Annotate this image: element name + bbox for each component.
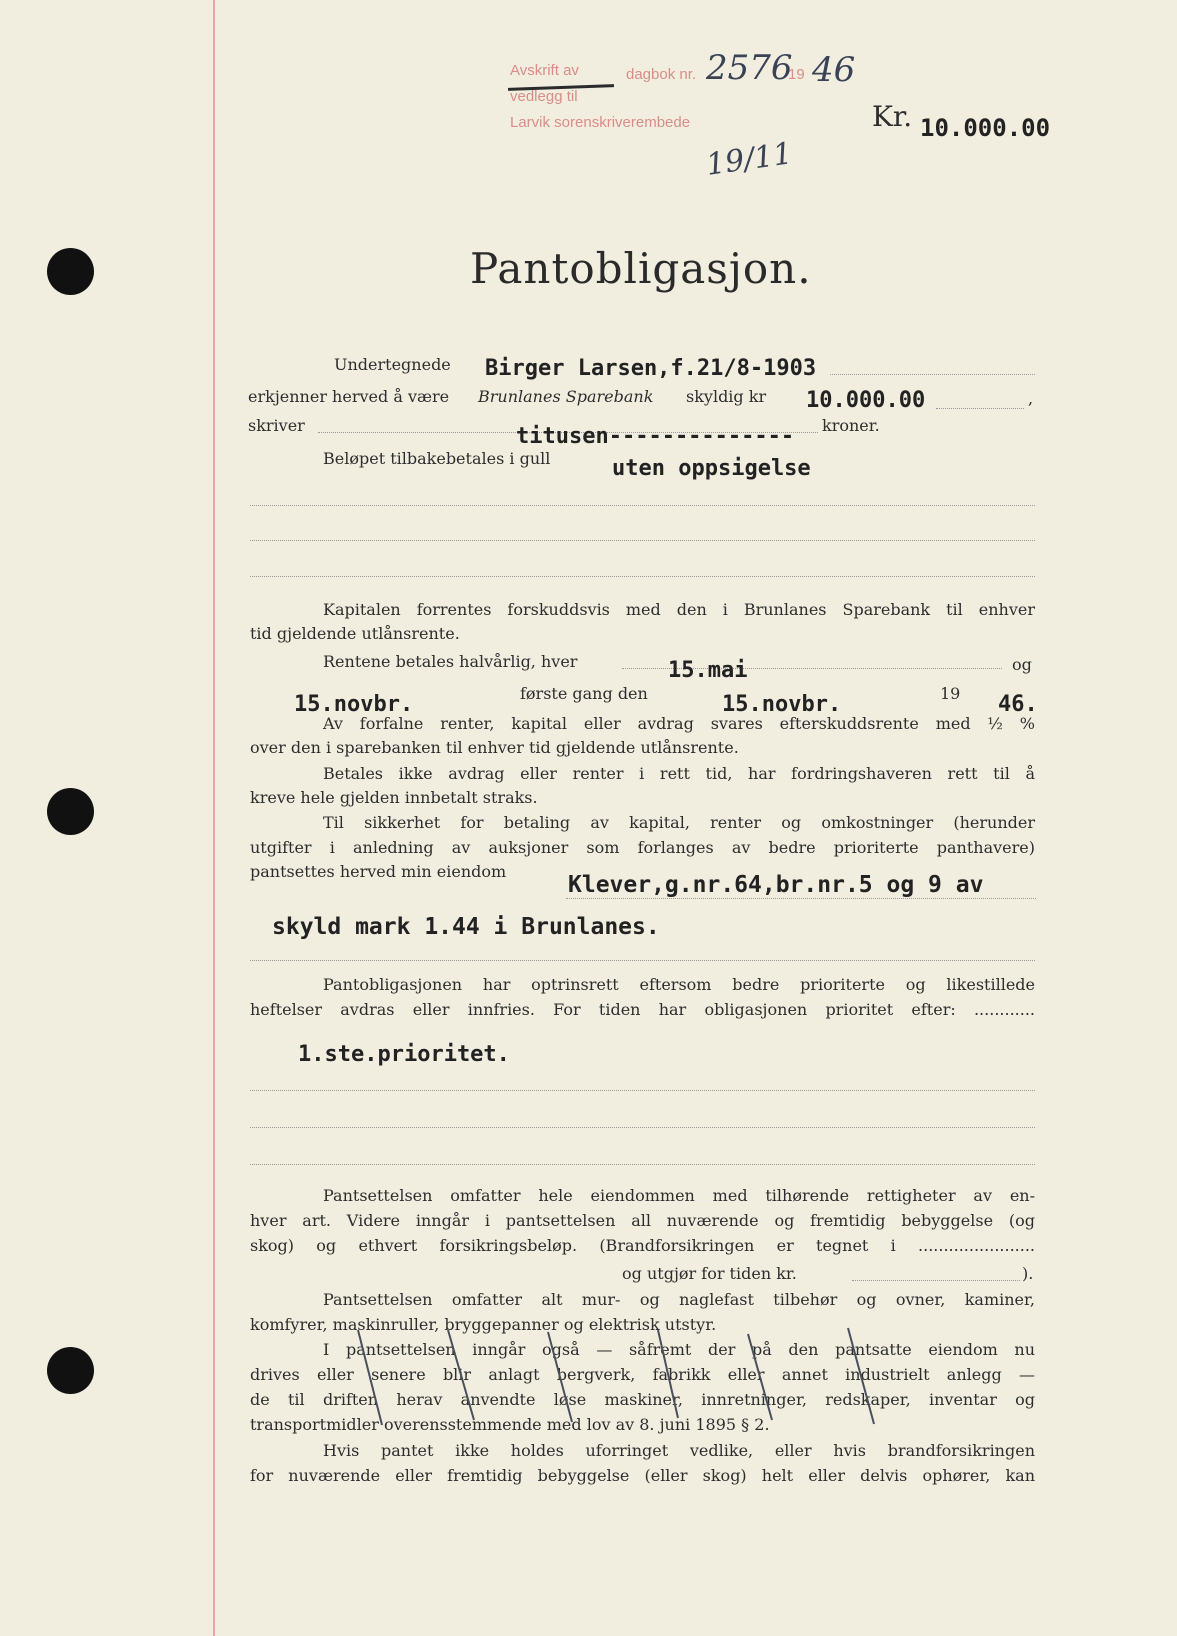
dotline <box>830 374 1035 375</box>
margin-line <box>213 0 215 1636</box>
mining-line2: drives eller senere blir anlagt bergverk, fabrikk eller annet industrielt anlegg — <box>250 1365 1035 1384</box>
priority-line2: heftelser avdras eller innfries. For tiden har obligasjonen prioritet efter: ............ <box>250 1000 1035 1019</box>
repaid-label: Beløpet tilbakebetales i gull <box>323 449 551 468</box>
scope-line4-b: ). <box>1022 1264 1034 1283</box>
interest-date1: 15.mai <box>668 658 748 683</box>
creditor-name: Brunlanes Sparebank <box>478 387 654 406</box>
overdue-line1: Av forfalne renter, kapital eller avdrag svares efterskuddsrente med ½ % <box>323 714 1035 733</box>
dotline <box>250 540 1035 541</box>
journal-number: 2576 <box>706 48 793 88</box>
kroner-label: kroner. <box>822 416 880 435</box>
scope-line2: hver art. Videre inngår i pantsettelsen all nuværende og fremtidig bebyggelse (og <box>250 1211 1035 1230</box>
scope-line4-a: og utgjør for tiden kr. <box>622 1264 797 1283</box>
first-year-value: 46. <box>998 692 1038 717</box>
repaid-value: uten oppsigelse <box>612 456 811 481</box>
mining-line4: transportmidler overensstemmende med lov av 8. juni 1895 § 2. <box>250 1415 770 1434</box>
interest-line1: Kapitalen forrentes forskuddsvis med den i Brunlanes Sparebank til enhver <box>323 600 1035 619</box>
og-label: og <box>1012 655 1032 674</box>
fixtures-line1: Pantsettelsen omfatter alt mur- og naglefast tilbehør og ovner, kaminer, <box>323 1290 1035 1309</box>
stamp-dagbok: dagbok nr. <box>626 66 697 83</box>
date-note: 19/11 <box>703 136 795 183</box>
stamp-office: Larvik sorenskriverembede <box>510 114 691 131</box>
maintenance-line1: Hvis pantet ikke holdes uforringet vedlike, eller hvis brandforsikringen <box>323 1441 1035 1460</box>
stamp-avskrift: Avskrift av <box>510 62 579 79</box>
undersigned-label: Undertegnede <box>334 355 451 374</box>
interest-line2: tid gjeldende utlånsrente. <box>250 624 460 643</box>
amount-value: 10.000.00 <box>920 114 1051 142</box>
scope-line1: Pantsettelsen omfatter hele eiendommen med tilhørende rettigheter av en- <box>323 1186 1035 1205</box>
security-line2: utgifter i anledning av auksjoner som forlanges av bedre prioriterte panthavere) <box>250 838 1035 857</box>
dotline <box>936 408 1024 409</box>
fixtures-line2: komfyrer, maskinruller, bryggepanner og elektrisk utstyr. <box>250 1315 717 1334</box>
acknowledges-label: erkjenner herved å være <box>248 387 450 406</box>
punch-hole-top <box>47 248 94 295</box>
owes-amount: 10.000.00 <box>806 388 926 413</box>
dotline <box>566 898 1036 899</box>
scope-line3: skog) og ethvert forsikringsbeløp. (Brandforsikringen er tegnet i ....................... <box>250 1236 1035 1255</box>
property-line1: Klever,g.nr.64,br.nr.5 og 9 av <box>568 872 984 898</box>
dotline <box>250 1164 1035 1165</box>
strike-marks <box>340 1320 940 1430</box>
first-date: 15.novbr. <box>722 692 842 717</box>
writes-label: skriver <box>248 416 305 435</box>
first-time-label: første gang den <box>520 684 648 703</box>
page-title: Pantobligasjon. <box>470 244 812 293</box>
comma: , <box>1028 389 1034 408</box>
dotline <box>250 960 1035 961</box>
punch-hole-middle <box>47 788 94 835</box>
mining-line3: de til driften herav anvendte løse maskiner, innretninger, redskaper, inventar og <box>250 1390 1035 1409</box>
dotline <box>852 1280 1020 1281</box>
priority-value: 1.ste.prioritet. <box>298 1042 510 1067</box>
pledge-label: pantsettes herved min eiendom <box>250 862 507 881</box>
owes-label: skyldig kr <box>686 387 767 406</box>
property-line2: skyld mark 1.44 i Brunlanes. <box>272 914 660 940</box>
stamp-year-prefix: 19 <box>788 66 805 83</box>
dotline <box>250 1090 1035 1091</box>
writes-value: titusen-------------- <box>516 424 795 449</box>
stamp-vedlegg: vedlegg til <box>510 88 578 105</box>
first-year-prefix: 19 <box>940 684 961 703</box>
mining-line1: I pantsettelsen inngår også — såfremt der på den pantsatte eiendom nu <box>323 1340 1035 1359</box>
security-line1: Til sikkerhet for betaling av kapital, renter og omkostninger (herunder <box>323 813 1035 832</box>
default-line1: Betales ikke avdrag eller renter i rett tid, har fordringshaveren rett til å <box>323 764 1035 783</box>
dotline <box>250 505 1035 506</box>
overdue-line2: over den i sparebanken til enhver tid gjeldende utlånsrente. <box>250 738 739 757</box>
punch-hole-bottom <box>47 1347 94 1394</box>
priority-line1: Pantobligasjonen har optrinsrett eftersom bedre prioriterte og likestillede <box>323 975 1035 994</box>
dotline <box>250 1127 1035 1128</box>
maintenance-line2: for nuværende eller fremtidig bebyggelse (eller skog) helt eller delvis ophører, kan <box>250 1466 1035 1485</box>
undersigned-value: Birger Larsen,f.21/8-1903 <box>485 356 817 381</box>
dotline <box>250 576 1035 577</box>
interest-paid-label: Rentene betales halvårlig, hver <box>323 652 578 671</box>
year-suffix: 46 <box>812 50 856 90</box>
amount-label: Kr. <box>872 100 913 133</box>
interest-date2: 15.novbr. <box>294 692 414 717</box>
default-line2: kreve hele gjelden innbetalt straks. <box>250 788 538 807</box>
